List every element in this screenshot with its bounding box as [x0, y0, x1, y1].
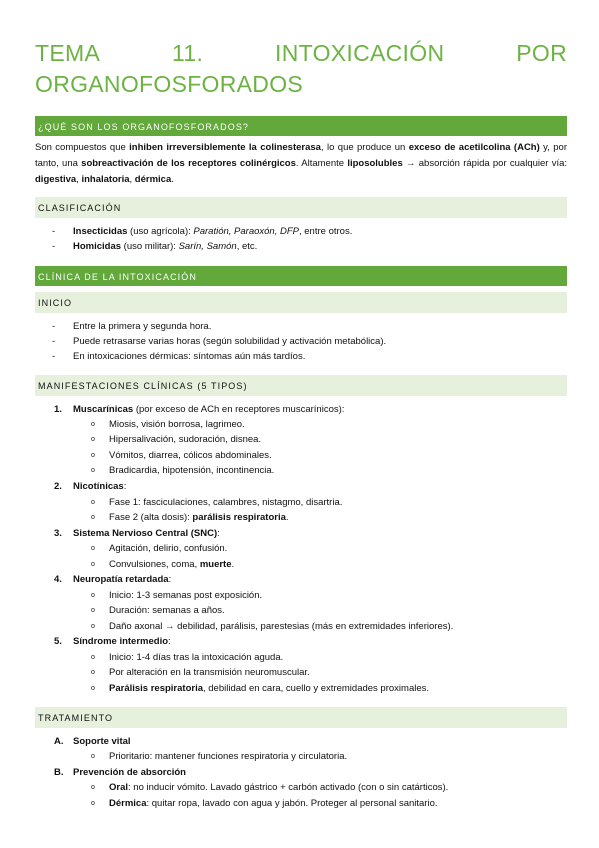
bullet-circle: o — [91, 561, 95, 568]
section-header-que-son: ¿QUÉ SON LOS ORGANOFOSFORADOS? — [35, 116, 567, 136]
bullet-circle: o — [91, 499, 95, 506]
bullet-circle: o — [91, 685, 95, 692]
item-bold: Insecticidas — [73, 226, 128, 237]
title-word: INTOXICACIÓN — [275, 40, 445, 66]
intro-paragraph — [35, 140, 567, 188]
item-text: : no inducir vómito. Lavado gástrico + carbón activado (con o sin catárticos). — [128, 782, 449, 793]
sub-item: Por alteración en la transmisión neuromuscular. — [109, 667, 310, 678]
list-letter: B. — [54, 767, 64, 778]
sub-item: Hipersalivación, sudoración, disnea. — [109, 434, 262, 445]
sub-item: Fase 1: fasciculaciones, calambres, nistagmo, disartria. — [109, 497, 343, 508]
intro-bold: dérmica — [134, 174, 172, 185]
item-bold: Síndrome intermedio — [73, 636, 169, 647]
page-title — [35, 38, 567, 100]
bullet-circle: o — [91, 467, 95, 474]
item-bold: Muscarínicas — [73, 404, 134, 415]
sub-item: Bradicardia, hipotensión, incontinencia. — [109, 465, 275, 476]
inicio-item: Puede retrasarse varias horas (según solubilidad y activación metabólica). — [73, 336, 387, 347]
manifestacion-heading — [73, 481, 126, 493]
item-text: (por exceso de ACh en receptores muscarínicos): — [133, 404, 345, 415]
sub-item: Inicio: 1-4 días tras la intoxicación aguda. — [109, 652, 284, 663]
tratamiento-heading — [73, 767, 186, 779]
item-italic: Sarín, Samón — [178, 241, 237, 252]
bullet-circle: o — [91, 421, 95, 428]
sub-item: Inicio: 1-3 semanas post exposición. — [109, 590, 263, 601]
item-bold: parálisis respiratoria — [192, 512, 286, 523]
sub-item: Duración: semanas a años. — [109, 605, 225, 616]
intro-bold: inhalatoria — [81, 174, 130, 185]
sub-item: Vómitos, diarrea, cólicos abdominales. — [109, 450, 272, 461]
intro-text: y, por tanto, una — [35, 142, 567, 169]
intro-text: → absorción rápida por cualquier vía: — [402, 158, 568, 169]
item-bold: Oral — [109, 782, 129, 793]
manifestacion-heading — [73, 574, 171, 586]
intro-text: . Altamente — [295, 158, 348, 169]
title-line-2: ORGANOFOSFORADOS — [35, 71, 304, 97]
list-number: 4. — [54, 574, 62, 585]
bullet-circle: o — [91, 452, 95, 459]
item-text: Convulsiones, coma, — [109, 559, 200, 570]
sub-item — [109, 782, 448, 794]
bullet-circle: o — [91, 669, 95, 676]
sub-item: Agitación, delirio, confusión. — [109, 543, 228, 554]
item-text: Fase 2 (alta dosis): — [109, 512, 193, 523]
bullet-circle: o — [91, 607, 95, 614]
bullet-circle: o — [91, 623, 95, 630]
sub-item: Miosis, visión borrosa, lagrimeo. — [109, 419, 245, 430]
intro-bold: liposolubles — [347, 158, 403, 169]
item-text: , etc. — [236, 241, 258, 252]
intro-text: . — [171, 174, 174, 185]
item-text: (uso agrícola): — [127, 226, 194, 237]
item-bold: Homicidas — [73, 241, 122, 252]
section-header-inicio: INICIO — [35, 292, 567, 313]
intro-bold: inhiben irreversiblemente la colinesterasa — [129, 142, 321, 153]
item-text: : — [168, 636, 171, 647]
title-word: 11. — [171, 40, 204, 66]
list-number: 5. — [54, 636, 62, 647]
item-text: . — [231, 559, 235, 570]
item-bold: Soporte vital — [73, 736, 131, 747]
item-text: , debilidad en cara, cuello y extremidades proximales. — [203, 683, 430, 694]
section-header-clasificacion: CLASIFICACIÓN — [35, 197, 567, 218]
bullet-circle: o — [91, 753, 95, 760]
intro-bold: exceso de acetilcolina (ACh) — [408, 142, 540, 153]
bullet-circle: o — [91, 436, 95, 443]
bullet-dash: - — [52, 336, 56, 347]
item-text: . — [285, 512, 289, 523]
section-header-manifestaciones: MANIFESTACIONES CLÍNICAS (5 TIPOS) — [35, 375, 567, 396]
clasificacion-item — [73, 241, 257, 253]
sub-item: Prioritario: mantener funciones respiratoria y circulatoria. — [109, 751, 348, 762]
tratamiento-heading — [73, 736, 131, 748]
sub-item — [109, 798, 438, 810]
manifestacion-heading — [73, 636, 171, 648]
item-text: : — [168, 574, 172, 585]
item-text: : — [123, 481, 127, 492]
manifestacion-heading — [73, 404, 344, 416]
item-text: : quitar ropa, lavado con agua y jabón. Proteger al personal sanitario. — [146, 798, 438, 809]
item-bold: Parálisis respiratoria — [109, 683, 203, 694]
list-number: 1. — [54, 404, 62, 415]
item-bold: muerte — [199, 559, 232, 570]
item-bold: Dérmica — [109, 798, 147, 809]
bullet-circle: o — [91, 784, 95, 791]
bullet-dash: - — [52, 241, 56, 252]
inicio-item: Entre la primera y segunda hora. — [73, 321, 212, 332]
bullet-circle: o — [91, 654, 95, 661]
manifestacion-heading — [73, 528, 220, 540]
inicio-item: En intoxicaciones dérmicas: síntomas aún más tardíos. — [73, 351, 306, 362]
bullet-circle: o — [91, 592, 95, 599]
item-bold: Neuropatía retardada — [73, 574, 169, 585]
list-letter: A. — [54, 736, 64, 747]
sub-item — [109, 559, 234, 571]
section-header-tratamiento: TRATAMIENTO — [35, 707, 567, 728]
item-text: , entre otros. — [299, 226, 353, 237]
title-word: POR — [516, 40, 567, 66]
bullet-circle: o — [91, 545, 95, 552]
list-number: 2. — [54, 481, 62, 492]
bullet-dash: - — [52, 226, 56, 237]
intro-bold: sobreactivación de los receptores colinérgicos — [81, 158, 296, 169]
sub-item: Daño axonal → debilidad, parálisis, parestesias (más en extremidades inferiores). — [109, 621, 454, 632]
item-bold: Nicotínicas — [73, 481, 124, 492]
intro-bold: digestiva — [35, 174, 77, 185]
list-number: 3. — [54, 528, 62, 539]
item-bold: Sistema Nervioso Central (SNC) — [73, 528, 218, 539]
bullet-dash: - — [52, 351, 56, 362]
intro-text: Son compuestos que — [35, 142, 130, 153]
bullet-circle: o — [91, 514, 95, 521]
bullet-dash: - — [52, 321, 56, 332]
bullet-circle: o — [91, 800, 95, 807]
sub-item — [109, 683, 429, 695]
sub-item — [109, 512, 289, 524]
item-text: : — [217, 528, 220, 539]
item-italic: Paratión, Paraoxón, DFP — [193, 226, 299, 237]
title-word: TEMA — [35, 40, 101, 66]
intro-text: , lo que produce un — [320, 142, 409, 153]
clasificacion-item — [73, 226, 352, 238]
item-text: (uso militar): — [121, 241, 179, 252]
intro-text: , — [129, 174, 135, 185]
section-header-clinica: CLÍNICA DE LA INTOXICACIÓN — [35, 266, 567, 286]
intro-text: , — [76, 174, 82, 185]
item-bold: Prevención de absorción — [73, 767, 186, 778]
